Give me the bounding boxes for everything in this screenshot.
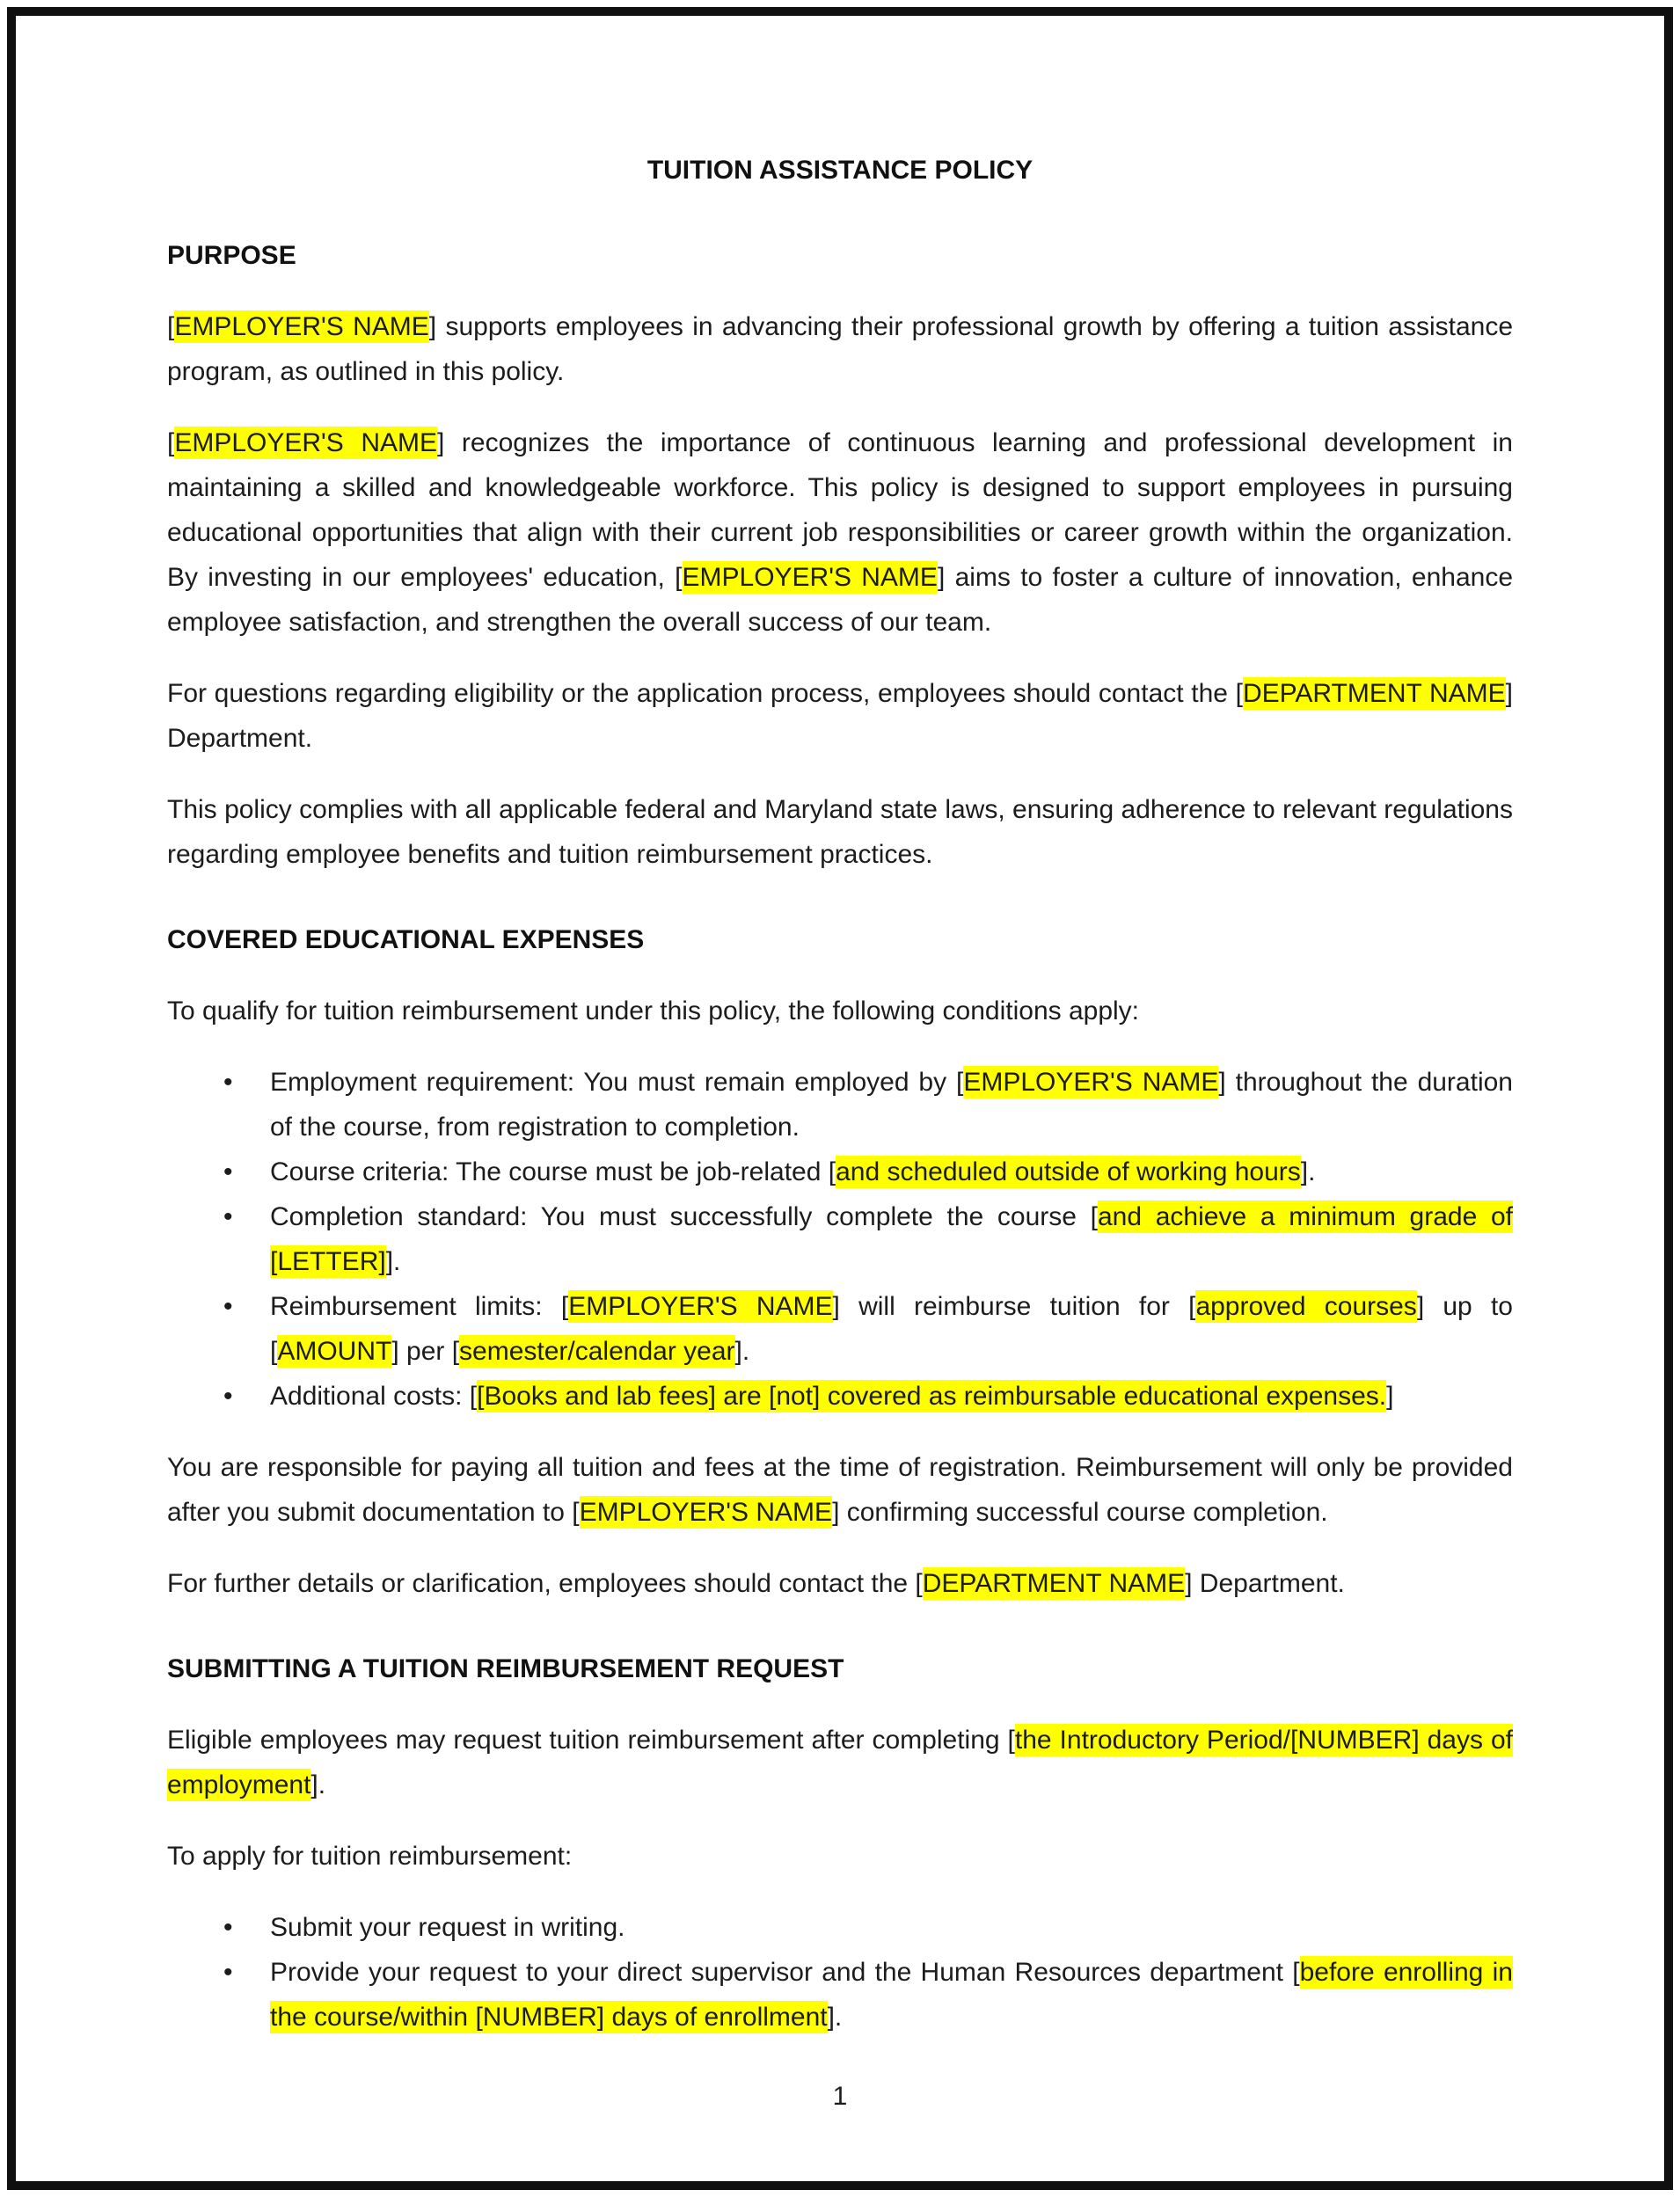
highlighted-placeholder: EMPLOYER'S NAME [963, 1068, 1219, 1097]
text-run: Additional costs: [ [270, 1382, 478, 1411]
highlighted-placeholder: EMPLOYER'S NAME [174, 428, 438, 457]
text-run: [ [167, 428, 175, 457]
bullet-item [223, 1950, 1513, 2040]
text-run: To qualify for tuition reimbursement under this policy, the following conditions apply: [167, 996, 1140, 1026]
text-run: Eligible employees may request tuition reimbursement after completing [ [167, 1726, 1015, 1755]
highlighted-placeholder: before enrolling in the course/within [NUMBER] days of enrollment [270, 1958, 1513, 2032]
text-run: ] aims to foster a culture of innovation, enhance employee satisfaction, and strengthen the overall success of our team. [167, 563, 1514, 637]
bullet-list [223, 1060, 1513, 1419]
highlighted-placeholder: approved courses [1195, 1292, 1417, 1321]
text-run: ] Department. [1185, 1569, 1345, 1598]
text-run: ] per [ [391, 1337, 460, 1366]
text-run: Provide your request to your direct supervisor and the Human Resources department [ [270, 1958, 1300, 1987]
text-run: ]. [734, 1337, 750, 1366]
text-run: ] supports employees in advancing their professional growth by offering a tuition assistance program, as outlined in this policy. [167, 312, 1514, 386]
highlighted-placeholder: the Introductory Period/[NUMBER] days of employment [167, 1726, 1513, 1799]
highlighted-placeholder: [Books and lab fees] are [not] covered as reimbursable educational expenses. [477, 1382, 1387, 1411]
section-heading: SUBMITTING A TUITION REIMBURSEMENT REQUEST [167, 1654, 844, 1683]
text-run: ]. [310, 1770, 326, 1799]
text-run: To apply for tuition reimbursement: [167, 1842, 573, 1871]
text-run: ] confirming successful course completion. [832, 1498, 1328, 1527]
document-content [167, 148, 1513, 2066]
text-run: For further details or clarification, employees should contact the [ [167, 1569, 923, 1598]
paragraph [167, 1718, 1513, 1807]
highlighted-placeholder: AMOUNT [277, 1337, 392, 1366]
text-run: ]. [385, 1247, 401, 1276]
paragraph [167, 1445, 1513, 1535]
text-run: Course criteria: The course must be job-related [ [270, 1157, 836, 1186]
text-run: ]. [827, 2003, 843, 2032]
highlighted-placeholder: EMPLOYER'S NAME [579, 1498, 833, 1527]
text-run: Reimbursement limits: [ [270, 1292, 569, 1321]
paragraph [167, 787, 1513, 877]
section-heading: COVERED EDUCATIONAL EXPENSES [167, 925, 645, 954]
bullet-item [223, 1905, 1513, 1950]
text-run: ] up to [ [270, 1292, 1513, 1366]
bullet-item [223, 1060, 1513, 1150]
text-run: Completion standard: You must successfully complete the course [ [270, 1202, 1098, 1231]
bullet-list [223, 1905, 1513, 2040]
bullet-item [223, 1150, 1513, 1194]
text-run: ] Department. [167, 679, 1513, 753]
highlighted-placeholder: EMPLOYER'S NAME [174, 312, 429, 341]
paragraph [167, 420, 1513, 645]
paragraph [167, 1561, 1513, 1606]
bullet-item [223, 1194, 1513, 1284]
highlighted-placeholder: EMPLOYER'S NAME [568, 1292, 833, 1321]
highlighted-placeholder: DEPARTMENT NAME [922, 1569, 1186, 1598]
bullet-item [223, 1284, 1513, 1374]
text-run: ] [1386, 1382, 1394, 1411]
text-run: Employment requirement: You must remain employed by [ [270, 1068, 964, 1097]
text-run: This policy complies with all applicable federal and Maryland state laws, ensuring adherence to relevant regulations regarding employee benefits and tuition reimbursement practices. [167, 795, 1513, 869]
highlighted-placeholder: DEPARTMENT NAME [1242, 679, 1506, 708]
highlighted-placeholder: semester/calendar year [459, 1337, 735, 1366]
section-heading: PURPOSE [167, 241, 296, 270]
text-run: Submit your request in writing. [270, 1913, 625, 1942]
document-title: TUITION ASSISTANCE POLICY [646, 156, 1034, 185]
page-number: 1 [832, 2082, 848, 2111]
highlighted-placeholder: and scheduled outside of working hours [836, 1157, 1301, 1186]
bullet-item [223, 1374, 1513, 1419]
paragraph [167, 671, 1513, 761]
paragraph [167, 989, 1513, 1033]
text-run: ] recognizes the importance of continuous learning and professional development in maintaining a skilled and knowledgeable workforce. This policy is designed to support employees in pursuing educational opportunities that align with their current job responsibilities or career growth within the organization. By investing in our employees' education, [ [167, 428, 1513, 592]
text-run: ] will reimburse tuition for [ [832, 1292, 1196, 1321]
text-run: For questions regarding eligibility or the application process, employees should contact the [ [167, 679, 1243, 708]
text-run: ] throughout the duration of the course, from registration to completion. [270, 1068, 1513, 1142]
text-run: ]. [1300, 1157, 1316, 1186]
paragraph [167, 304, 1513, 394]
highlighted-placeholder: and achieve a minimum grade of [LETTER] [270, 1202, 1513, 1276]
highlighted-placeholder: EMPLOYER'S NAME [682, 563, 938, 592]
text-run: You are responsible for paying all tuition and fees at the time of registration. Reimbursement will only be provided after you submit documentation to [ [167, 1453, 1513, 1527]
paragraph [167, 1834, 1513, 1879]
text-run: [ [167, 312, 175, 341]
